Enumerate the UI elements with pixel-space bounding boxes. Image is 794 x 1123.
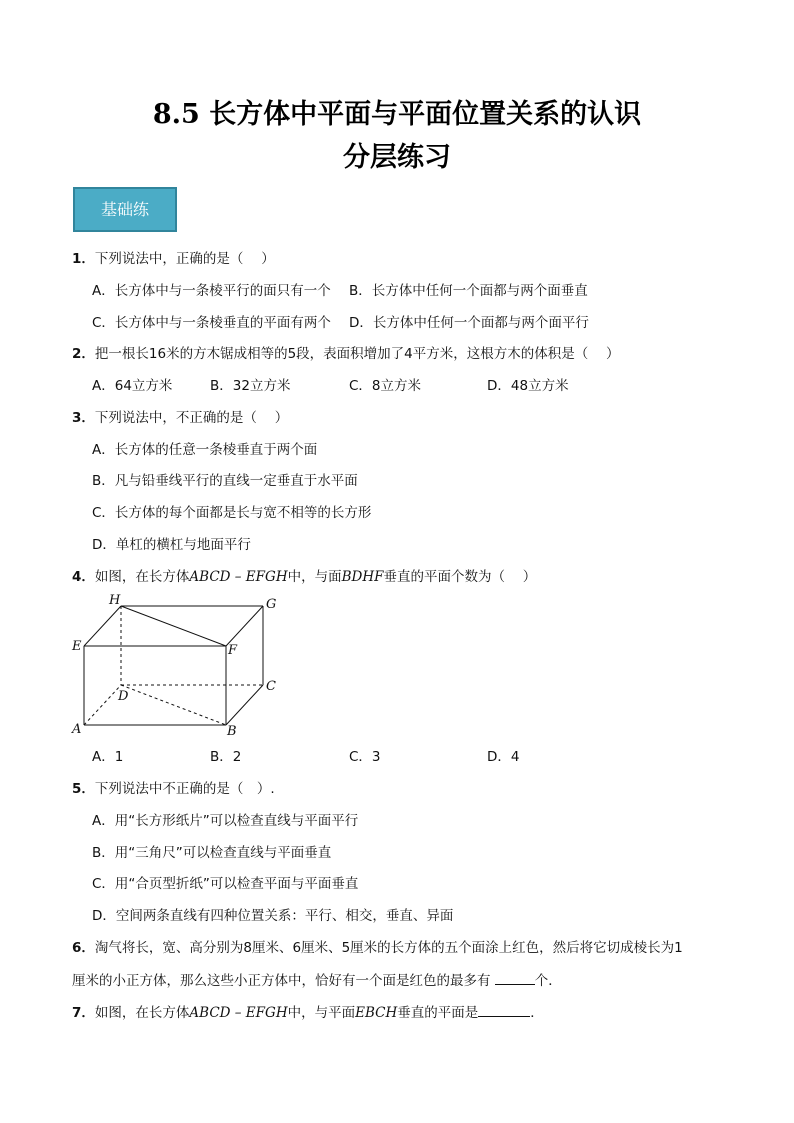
question-3-option-d: D．单杠的横杠与地面平行 [92, 537, 251, 553]
edge-FG [226, 606, 263, 646]
hidden-diagonal-DB [121, 685, 226, 725]
question-4 [72, 567, 536, 587]
question-1-option-c: C．长方体中与一条棱垂直的平面有两个 [92, 315, 331, 331]
answer-blank[interactable] [495, 970, 535, 985]
math-cuboid-name: ABCD – EFGH [189, 1005, 288, 1021]
question-text: 如图，在长方体 [94, 569, 190, 585]
question-1-option-a: A．长方体中与一条棱平行的面只有一个 [92, 283, 331, 299]
vertex-label-B: B [227, 724, 237, 739]
question-text: 如图，在长方体 [94, 1005, 190, 1021]
vertex-label-H: H [109, 593, 121, 608]
section-label-basic: 基础练 [73, 187, 177, 232]
question-number: 6． [72, 940, 95, 956]
question-text: 厘米的小正方体，那么这些小正方体中，恰好有一个面是红色的最多有 [72, 973, 491, 989]
math-plane-name: BDHF [341, 569, 384, 585]
question-2-option-b: B．32立方米 [210, 378, 291, 394]
hidden-edge-AD [84, 685, 121, 725]
question-2 [72, 344, 620, 364]
vertex-label-C: C [266, 679, 276, 694]
question-number: 1． [72, 251, 95, 267]
question-6-continuation [72, 970, 562, 991]
question-number: 5． [72, 781, 95, 797]
vertex-label-E: E [72, 639, 82, 654]
question-4-option-c: C．3 [349, 749, 381, 765]
vertex-label-G: G [266, 597, 277, 612]
question-text: 下列说法中不正确的是（ ）. [94, 781, 275, 797]
edge-EH [84, 606, 121, 646]
question-4-option-a: A．1 [92, 749, 124, 765]
question-number: 2． [72, 346, 95, 362]
question-5-option-d: D．空间两条直线有四种位置关系：平行、相交，垂直、异面 [92, 908, 454, 924]
question-text: 中，与平面 [287, 1005, 356, 1021]
question-6 [72, 938, 683, 958]
page-title: 8.5 长方体中平面与平面位置关系的认识 [152, 99, 642, 130]
question-text: 中，与面 [287, 569, 342, 585]
question-1-option-d: D．长方体中任何一个面都与两个面平行 [349, 315, 589, 331]
math-plane-name: EBCH [355, 1005, 398, 1021]
question-1-option-b: B．长方体中任何一个面都与两个面垂直 [349, 283, 588, 299]
vertex-label-A: A [72, 722, 82, 737]
vertex-label-D: D [118, 689, 129, 704]
question-5-option-b: B．用“三角尺”可以检查直线与平面垂直 [92, 845, 332, 861]
diagonal-HF [121, 606, 226, 646]
question-text: 把一根长16米的方木锯成相等的5段，表面积增加了4平方米，这根方木的体积是（ ） [94, 346, 620, 362]
question-text: ． [530, 1005, 544, 1021]
question-text: 下列说法中，正确的是（ ） [94, 251, 275, 267]
question-3-option-c: C．长方体的每个面都是长与宽不相等的长方形 [92, 505, 372, 521]
question-5 [72, 779, 275, 799]
question-4-option-d: D．4 [487, 749, 520, 765]
cuboid-figure [66, 590, 286, 740]
question-text: 淘气将长，宽、高分别为8厘米、6厘米、5厘米的长方体的五个面涂上红色，然后将它切成棱长为1 [94, 940, 683, 956]
math-cuboid-name: ABCD – EFGH [189, 569, 288, 585]
question-number: 3． [72, 410, 95, 426]
question-2-option-c: C．8立方米 [349, 378, 422, 394]
question-3 [72, 408, 288, 428]
question-text: 下列说法中，不正确的是（ ） [94, 410, 289, 426]
question-text: 个． [534, 973, 562, 989]
question-text: 垂直的平面个数为（ ） [383, 569, 537, 585]
edge-BC [226, 685, 263, 725]
page-subtitle: 分层练习 [343, 142, 451, 173]
question-2-option-d: D．48立方米 [487, 378, 569, 394]
question-5-option-a: A．用“长方形纸片”可以检查直线与平面平行 [92, 813, 359, 829]
vertex-label-F: F [228, 643, 238, 658]
question-text: 垂直的平面是 [397, 1005, 479, 1021]
question-7 [72, 1002, 544, 1023]
question-3-option-a: A．长方体的任意一条棱垂直于两个面 [92, 442, 318, 458]
answer-blank[interactable] [478, 1002, 530, 1017]
question-5-option-c: C．用“合页型折纸”可以检查平面与平面垂直 [92, 876, 359, 892]
question-number: 7． [72, 1005, 95, 1021]
question-4-option-b: B．2 [210, 749, 242, 765]
question-2-option-a: A．64立方米 [92, 378, 173, 394]
question-number: 4． [72, 569, 95, 585]
question-3-option-b: B．凡与铅垂线平行的直线一定垂直于水平面 [92, 473, 358, 489]
question-1 [72, 249, 275, 269]
